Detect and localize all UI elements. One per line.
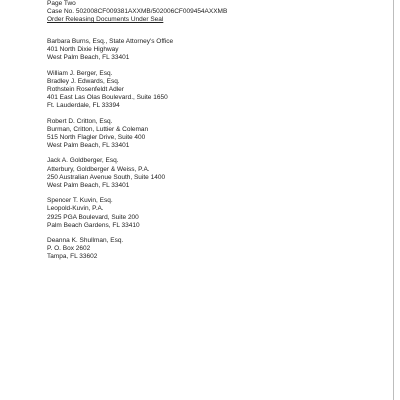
recipient-list xyxy=(47,38,347,269)
recipient-name: Jack A. Goldberger, Esq. xyxy=(47,157,119,165)
recipient-address-line: 2925 PGA Boulevard, Suite 200 xyxy=(47,213,139,221)
recipient-name: Robert D. Critton, Esq. xyxy=(47,117,113,125)
order-title: Order Releasing Documents Under Seal xyxy=(47,16,164,24)
recipient-address-line: 515 North Flagler Drive, Suite 400 xyxy=(47,134,146,142)
recipient-name: Barbara Burns, Esq., State Attorney's Office xyxy=(47,38,174,45)
recipient-block xyxy=(47,70,347,111)
recipient-address-line: 401 East Las Olas Boulevard., Suite 1650 xyxy=(47,94,168,102)
recipient-block xyxy=(47,237,347,262)
recipient-block xyxy=(47,38,347,63)
recipient-address-line: 401 North Dixie Highway xyxy=(47,46,119,54)
recipient-city-line: Tampa, FL 33602 xyxy=(47,253,98,261)
recipient-city-line: West Palm Beach, FL 33401 xyxy=(47,142,130,150)
recipient-address-line: 250 Australian Avenue South, Suite 1400 xyxy=(47,173,166,181)
page-edge-divider xyxy=(393,0,394,400)
recipient-name: Deanna K. Shullman, Esq. xyxy=(47,237,124,245)
page-label: Page Two xyxy=(47,0,76,7)
case-number: Case No. 502008CF009381AXXMB/502006CF009454AXXMB xyxy=(47,8,228,16)
recipient-name: Bradley J. Edwards, Esq. xyxy=(47,77,120,85)
recipient-block xyxy=(47,118,347,151)
recipient-city-line: Ft. Lauderdale, FL 33394 xyxy=(47,102,120,110)
page-header xyxy=(47,0,347,25)
recipient-city-line: West Palm Beach, FL 33401 xyxy=(47,54,130,62)
recipient-block xyxy=(47,197,347,230)
recipient-name: William J. Berger, Esq. xyxy=(47,69,113,77)
recipient-firm: Rothstein Rosenfeldt Adler xyxy=(47,86,124,94)
recipient-city-line: Palm Beach Gardens, FL 33410 xyxy=(47,221,140,229)
recipient-firm: Leopold-Kuvin, P.A. xyxy=(47,205,104,213)
recipient-city-line: West Palm Beach, FL 33401 xyxy=(47,182,130,190)
recipient-name: Spencer T. Kuvin, Esq. xyxy=(47,197,113,205)
recipient-address-line: P. O. Box 2602 xyxy=(47,245,91,253)
recipient-block xyxy=(47,157,347,190)
recipient-firm: Burman, Critton, Luttier & Coleman xyxy=(47,125,149,133)
recipient-firm: Atterbury, Goldberger & Weiss, P.A. xyxy=(47,165,150,173)
